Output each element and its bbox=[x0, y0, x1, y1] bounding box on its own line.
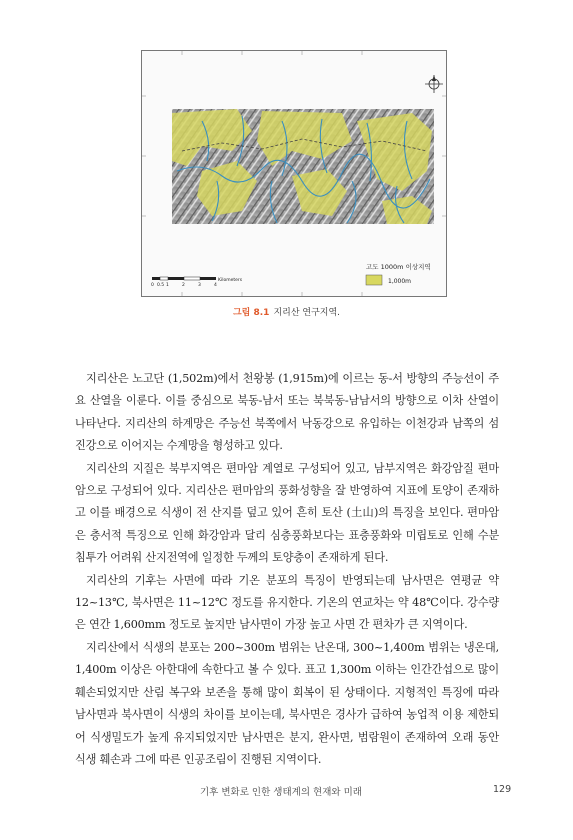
paragraph: 지리산의 지질은 북부지역은 편마암 계열로 구성되어 있고, 남부지역은 화강암질 편마암으로 구성되어 있다. 지리산은 편마암의 풍화성향을 잘 반영하여 지표에 토양이 존재하고 이를 배경으로 식생이 전 산지를 덮고 있어 흔히 토산 (土山)의 특징을 보인다. 편마암은 층서적 특징으로 인해 화강암과 달리 심층풍화보다는 표층풍화와 미립토로 인해 수분침투가 어려워 산지전역에 일정한 두께의 토양층이 존재하게 된다. bbox=[75, 461, 499, 565]
legend-item: 1,000m bbox=[388, 278, 412, 285]
page-number: 129 bbox=[493, 784, 512, 795]
map-svg bbox=[142, 51, 446, 296]
caption-number: 그림 8.1 bbox=[232, 308, 270, 318]
caption-text: 지리산 연구지역. bbox=[273, 308, 341, 318]
study-area-map-figure bbox=[141, 50, 447, 297]
svg-text:0 0.5 1: 0 0.5 1 2 3 4 bbox=[151, 283, 217, 288]
legend-title: 고도 1000m 이상지역 bbox=[366, 263, 431, 271]
scale-bar bbox=[151, 277, 243, 288]
legend-swatch bbox=[366, 275, 382, 285]
paragraph: 지리산은 노고단 (1,502m)에서 천왕봉 (1,915m)에 이르는 동-서 방향의 주능선이 주요 산열을 이룬다. 이를 중심으로 북동-남서 또는 북북동-남남서의 방향으로 이차 산열이 나타난다. 지리산의 하계망은 주능선 북쪽에서 낙동강으로 유입하는 이천강과 남쪽의 섬진강으로 이어지는 수계망을 형성하고 있다. bbox=[75, 372, 499, 453]
scale-unit: Kilometers bbox=[218, 278, 243, 283]
paragraph: 지리산에서 식생의 분포는 200~300m 범위는 난온대, 300~1,400m 범위는 냉온대, 1,400m 이상은 아한대에 속한다고 볼 수 있다. 표고 1,300m 이하는 인간간섭으로 많이 훼손되었지만 산림 복구와 보존을 통해 많이 회복이 된 상태이다. 지형적인 특징에 따라 남사면과 북사면이 식생의 차이를 보이는데, 북사면은 경사가 급하여 농업적 이용 제한되어 식생밀도가 높게 유지되었지만 남사면은 분지, 완사면, 범람원이 존재하여 오래 동안 식생 훼손과 그에 따른 인공조림이 진행된 지역이다. bbox=[75, 640, 499, 766]
figure-caption bbox=[0, 305, 573, 318]
body-text bbox=[75, 368, 499, 771]
map-legend bbox=[366, 262, 431, 285]
north-arrow-icon bbox=[425, 75, 443, 93]
footer-book-title: 기후 변화로 인한 생태계의 현재와 미래 bbox=[200, 787, 362, 798]
paragraph: 지리산의 기후는 사면에 따라 기온 분포의 특징이 반영되는데 남사면은 연평균 약 12~13℃, 북사면은 11~12℃ 정도를 유지한다. 기온의 연교차는 약 48℃이다. 강수량은 연간 1,600mm 정도로 높지만 남사면이 가장 높고 사면 간 편차가 큰 지역이다. bbox=[75, 573, 499, 632]
